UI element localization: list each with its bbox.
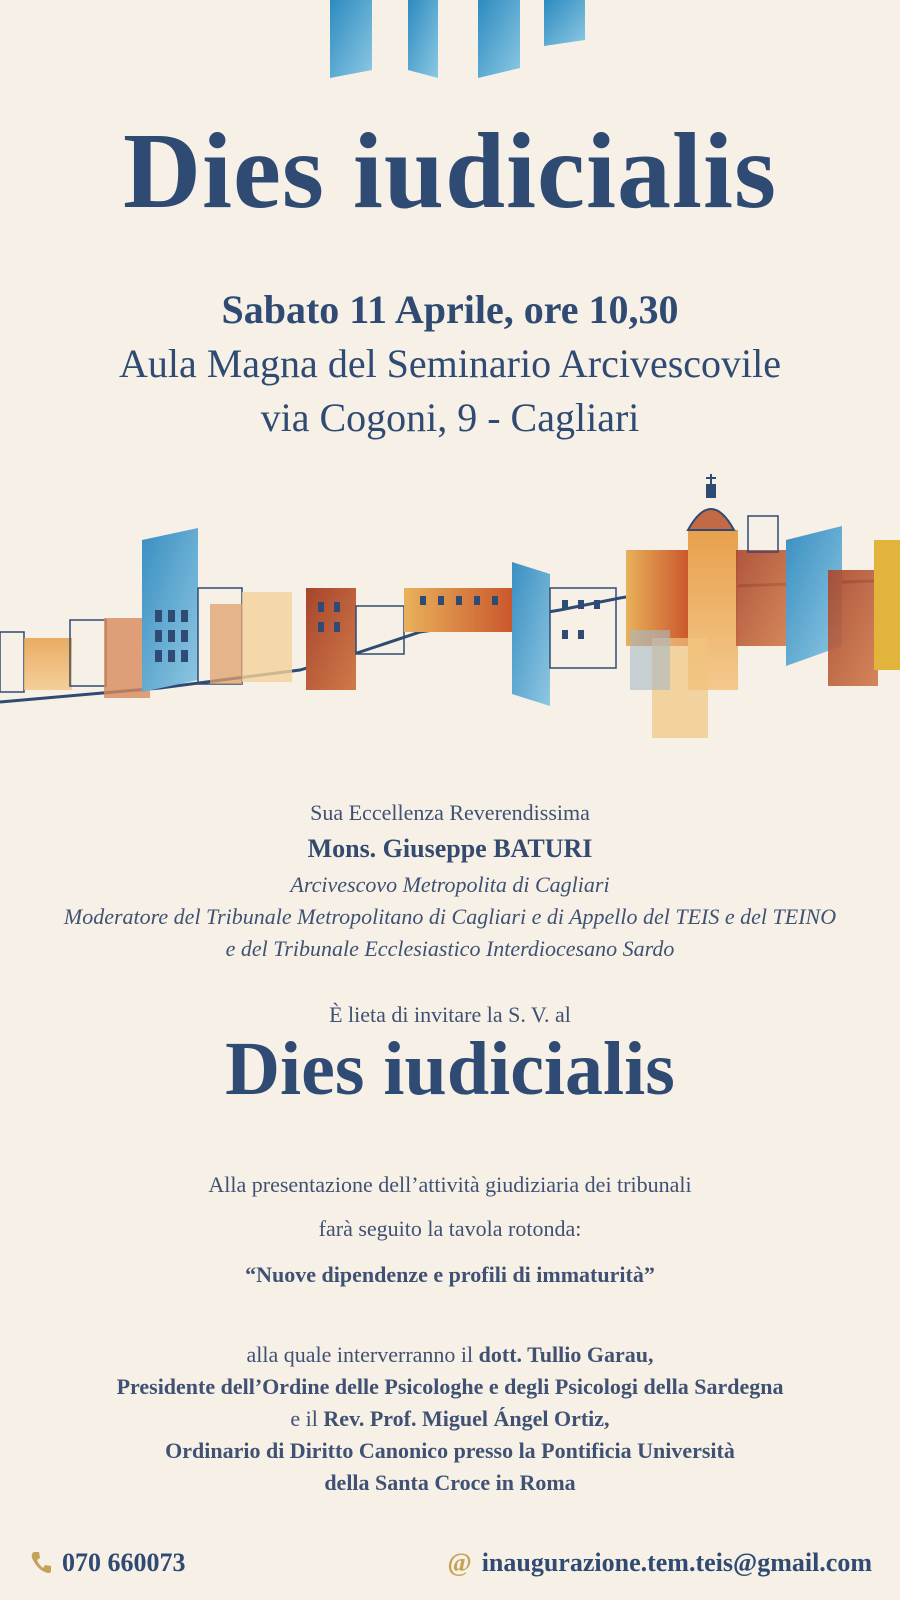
email-address[interactable]: inaugurazione.tem.teis@gmail.com <box>481 1548 872 1577</box>
phone-number[interactable]: 070 660073 <box>62 1548 186 1577</box>
speakers-connector: e il <box>290 1406 324 1431</box>
speaker-1-role: Presidente dell’Ordine delle Psicologhe e degli Psicologi della Sardegna <box>116 1374 784 1399</box>
host-name: Mons. Giuseppe BATURI <box>307 834 593 863</box>
host-role-line-2: Moderatore del Tribunale Metropolitano di Cagliari e di Appello del TEIS e del TEINO <box>63 904 837 929</box>
speakers-intro <box>0 1342 900 1368</box>
event-address: via Cogoni, 9 - Cagliari <box>260 395 640 440</box>
contact-phone[interactable] <box>30 1548 186 1581</box>
program-line-1: Alla presentazione dell’attività giudiziaria dei tribunali <box>208 1172 692 1197</box>
speaker-2-role-line-1: Ordinario di Diritto Canonico presso la Pontificia Università <box>165 1438 735 1463</box>
host-role-line-3: e del Tribunale Ecclesiastico Interdiocesano Sardo <box>225 936 675 961</box>
round-table-topic: “Nuove dipendenze e profili di immaturità” <box>245 1262 655 1287</box>
invitation-intro: È lieta di invitare la S. V. al <box>329 1002 571 1027</box>
contact-email[interactable] <box>448 1548 872 1578</box>
city-skyline-illustration <box>0 470 900 760</box>
host-honorific: Sua Eccellenza Reverendissima <box>310 800 590 825</box>
at-icon: @ <box>447 1548 472 1577</box>
speakers-intro-text: alla quale interverranno il <box>246 1342 479 1367</box>
host-role-line-1: Arcivescovo Metropolita di Cagliari <box>290 872 610 897</box>
program-line-2: farà seguito la tavola rotonda: <box>318 1216 582 1241</box>
speaker-2-name: Rev. Prof. Miguel Ángel Ortiz, <box>323 1406 610 1431</box>
speaker-1-name: dott. Tullio Garau, <box>478 1342 654 1367</box>
top-decoration <box>0 0 900 90</box>
main-title: Dies iudicialis <box>122 112 778 231</box>
phone-icon <box>30 1550 52 1581</box>
speaker-2-line <box>0 1406 900 1432</box>
event-venue: Aula Magna del Seminario Arcivescovile <box>118 341 782 386</box>
event-date: Sabato 11 Aprile, ore 10,30 <box>221 287 679 332</box>
event-title: Dies iudicialis <box>225 1027 675 1111</box>
speaker-2-role-line-2: della Santa Croce in Roma <box>324 1470 576 1495</box>
